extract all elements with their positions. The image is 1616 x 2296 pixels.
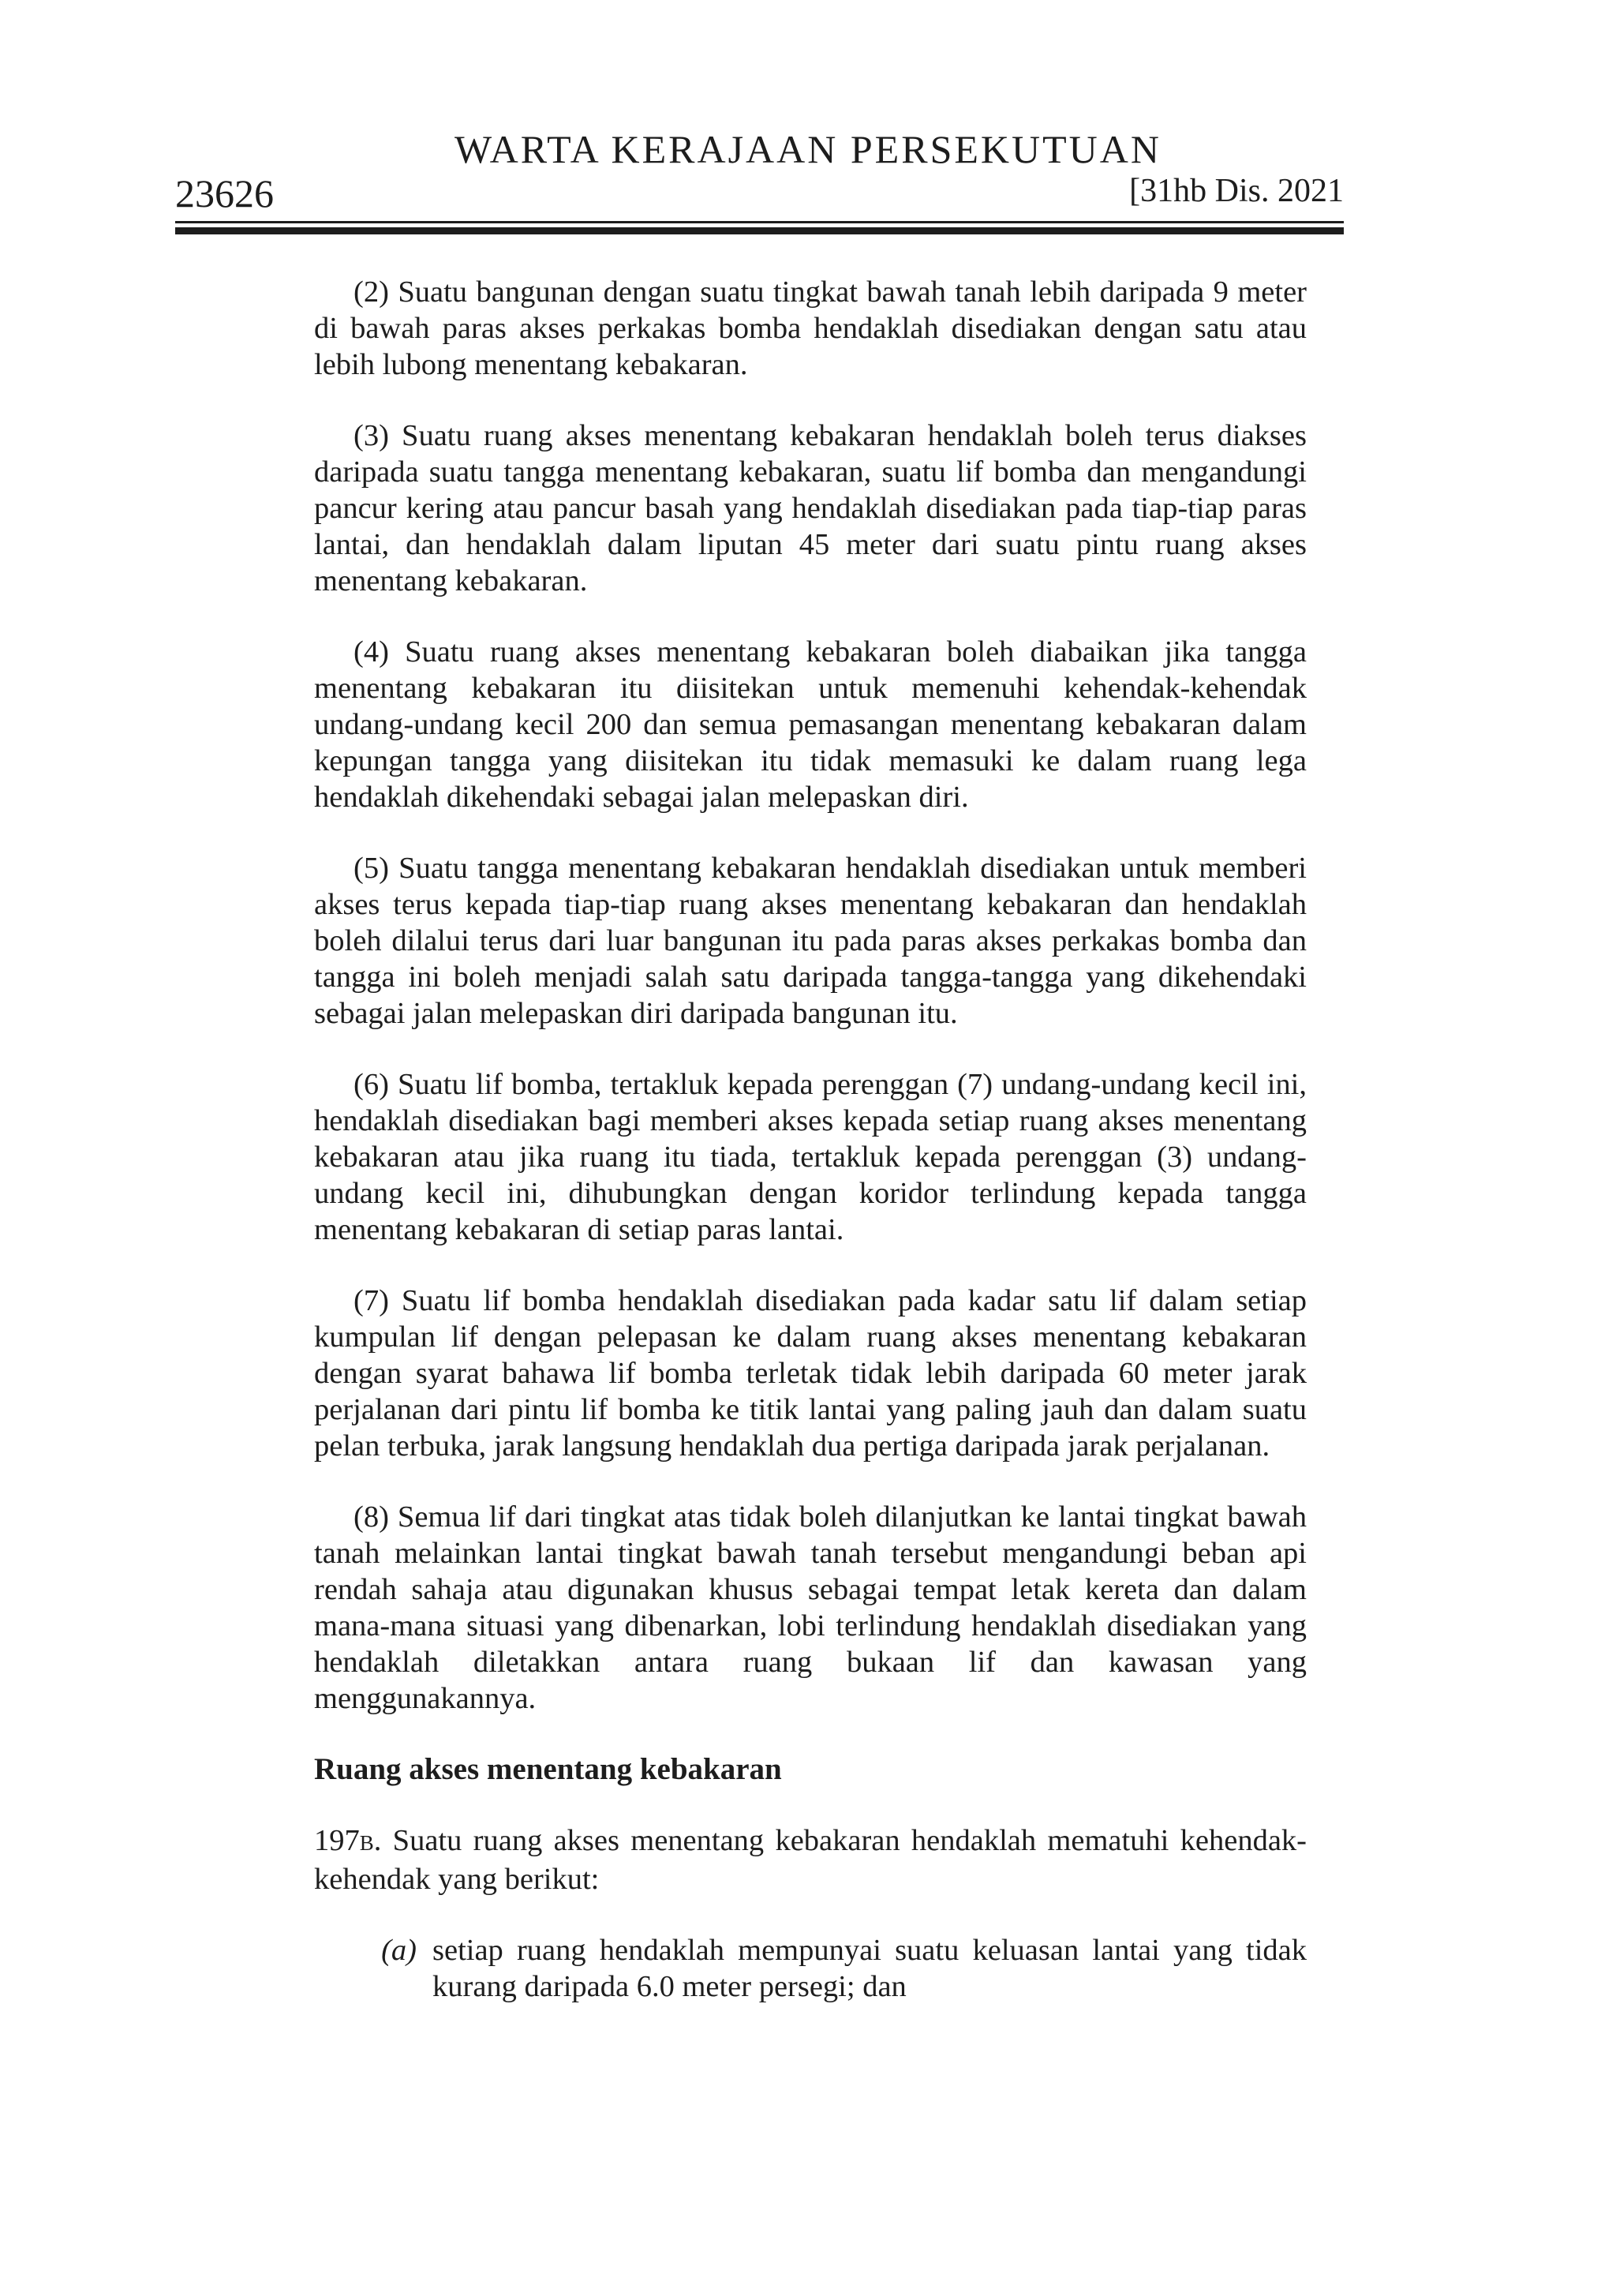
paragraph-5: (5) Suatu tangga menentang kebakaran hendaklah disediakan untuk memberi akses terus kepada tiap-tiap ruang akses menentang kebakaran dan hendaklah boleh dilalui terus dari luar bangunan itu pada paras akses perkakas bomba dan tangga ini boleh menjadi salah satu daripada tangga-tangga yang dikehendaki sebagai jalan melepaskan diri daripada bangunan itu. [314, 852, 1307, 1030]
section-suffix: B [359, 1831, 374, 1855]
section-text: . Suatu ruang akses menentang kebakaran hendaklah mematuhi kehendak-kehendak yang berikut: [314, 1824, 1307, 1896]
issue-date: [31hb Dis. 2021 [1129, 173, 1344, 209]
paragraph-7: (7) Suatu lif bomba hendaklah disediakan pada kadar satu lif dalam setiap kumpulan lif dengan pelepasan ke dalam ruang akses menentang kebakaran dengan syarat bahawa lif bomba terletak tidak lebih daripada 60 meter jarak perjalanan dari pintu lif bomba ke titik lantai yang paling jauh dan dalam suatu pelan terbuka, jarak langsung hendaklah dua pertiga daripada jarak perjalanan. [314, 1284, 1307, 1463]
section-197b-paragraph [314, 1822, 1307, 1897]
list-item [361, 1932, 1307, 2005]
section-number: 197 [314, 1824, 360, 1857]
paragraph-8: (8) Semua lif dari tingkat atas tidak boleh dilanjutkan ke lantai tingkat bawah tanah melainkan lantai tingkat bawah tanah tersebut mengandungi beban api rendah sahaja atau digunakan khusus sebagai tempat letak kereta dan dalam mana-mana situasi yang dibenarkan, lobi terlindung hendaklah disediakan yang hendaklah diletakkan antara ruang bukaan lif dan kawasan yang menggunakannya. [314, 1500, 1307, 1715]
paragraph-3: (3) Suatu ruang akses menentang kebakaran hendaklah boleh terus diakses daripada suatu tangga menentang kebakaran, suatu lif bomba dan mengandungi pancur kering atau pancur basah yang hendaklah disediakan pada tiap-tiap paras lantai, dan hendaklah dalam liputan 45 meter dari suatu pintu ruang akses menentang kebakaran. [314, 419, 1307, 597]
paragraph-4: (4) Suatu ruang akses menentang kebakaran boleh diabaikan jika tangga menentang kebakaran itu diisitekan untuk memenuhi kehendak-kehendak undang-undang kecil 200 dan semua pemasangan menentang kebakaran dalam kepungan tangga yang diisitekan itu tidak memasuki ke dalam ruang lega hendaklah dikehendaki sebagai jalan melepaskan diri. [314, 635, 1307, 814]
gazette-title: WARTA KERAJAAN PERSEKUTUAN [454, 127, 1162, 171]
item-label: (a) [381, 1934, 417, 1967]
page-number: 23626 [175, 171, 274, 215]
header-rule-thick [175, 227, 1344, 234]
paragraph-6: (6) Suatu lif bomba, tertakluk kepada perenggan (7) undang-undang kecil ini, hendaklah disediakan bagi memberi akses kepada setiap ruang akses menentang kebakaran atau jika ruang itu tiada, tertakluk kepada perenggan (3) undang-undang kecil ini, dihubungkan dengan koridor terlindung kepada tangga menentang kebakaran di setiap paras lantai. [314, 1068, 1307, 1246]
item-text: setiap ruang hendaklah mempunyai suatu keluasan lantai yang tidak kurang daripada 6.0 meter persegi; dan [432, 1934, 1307, 2003]
header-rule-thin [175, 221, 1344, 223]
body-text [314, 274, 1307, 2005]
paragraph-2: (2) Suatu bangunan dengan suatu tingkat bawah tanah lebih daripada 9 meter di bawah paras akses perkakas bomba hendaklah disediakan dengan satu atau lebih lubong menentang kebakaran. [314, 275, 1307, 381]
section-heading: Ruang akses menentang kebakaran [314, 1752, 782, 1786]
